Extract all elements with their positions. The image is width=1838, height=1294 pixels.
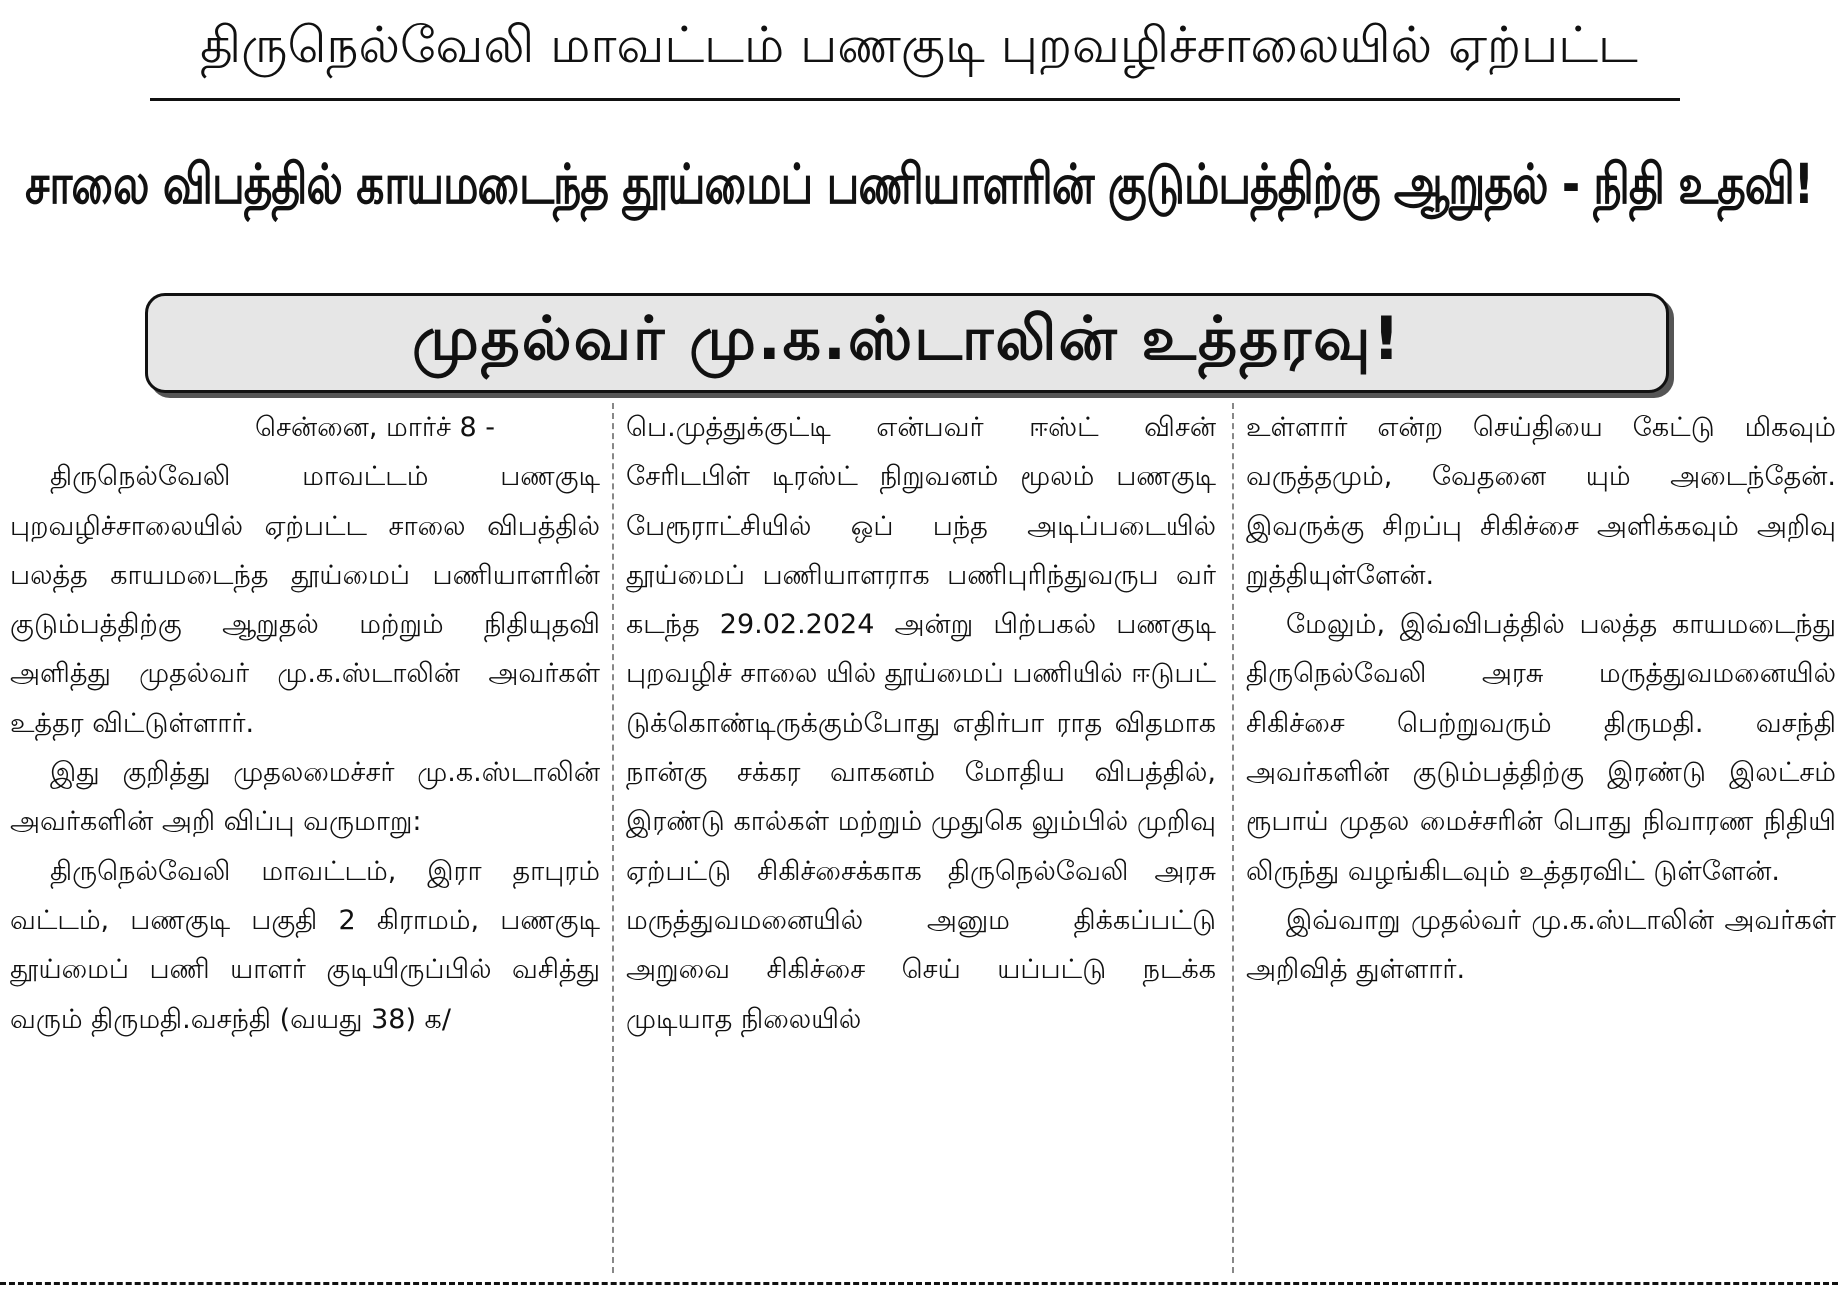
col3-paragraph-2: மேலும், இவ்விபத்தில் பலத்த காயமடைந்து திருநெல்வேலி அரசு மருத்துவமனையில் சிகிச்சை பெற்றுவரும் திருமதி. வசந்தி அவர்களின் குடும்பத்திற்கு இரண்டு இலட்சம் ரூபாய் முதல மைச்சரின் பொது நிவாரண நிதியி லிருந்து வழங்கிடவும் உத்தரவிட் டுள்ளேன்.: [1246, 609, 1836, 887]
col3-paragraph-1: உள்ளார் என்ற செய்தியை கேட்டு மிகவும் வருத்தமும், வேதனை யும் அடைந்தேன். இவருக்கு சிறப்பு சிகிச்சை அளிக்கவும் அறிவு றுத்தியுள்ளேன்.: [1246, 412, 1836, 591]
subhead-box: [145, 293, 1669, 393]
col3-paragraph-3: இவ்வாறு முதல்வர் மு.க.ஸ்டாலின் அவர்கள் அறிவித் துள்ளார்.: [1246, 904, 1836, 986]
bottom-dashed-rule: [0, 1282, 1838, 1285]
column-gutter-1: [612, 403, 614, 1273]
col1-paragraph-1: திருநெல்வேலி மாவட்டம் பணகுடி புறவழிச்சாலையில் ஏற்பட்ட சாலை விபத்தில் பலத்த காயமடைந்த தூய்மைப் பணியாளரின் குடும்பத்திற்கு ஆறுதல் மற்றும் நிதியுதவி அளித்து முதல்வர் மு.க.ஸ்டாலின் அவர்கள் உத்தர விட்டுள்ளார்.: [10, 461, 600, 739]
kicker-line: திருநெல்வேலி மாவட்டம் பணகுடி புறவழிச்சாலையில் ஏற்பட்ட: [200, 16, 1638, 74]
kicker-underline: [150, 98, 1680, 101]
column-1: [10, 403, 600, 1044]
dateline: சென்னை, மார்ச் 8 -: [254, 412, 496, 443]
column-3: [1246, 403, 1836, 995]
column-gutter-2: [1232, 403, 1234, 1273]
col2-paragraph-1: பெ.முத்துக்குட்டி என்பவர் ஈஸ்ட் விசன் சேரிடபிள் டிரஸ்ட் நிறுவனம் மூலம் பணகுடி பேரூராட்சியில் ஒப் பந்த அடிப்படையில் தூய்மைப் பணியாளராக பணிபுரிந்துவருப வர் கடந்த 29.02.2024 அன்று பிற்பகல் பணகுடி புறவழிச் சாலை யில் தூய்மைப் பணியில் ஈடுபட் டுக்கொண்டிருக்கும்போது எதிர்பா ராத விதமாக நான்கு சக்கர வாகனம் மோதிய விபத்தில், இரண்டு கால்கள் மற்றும் முதுகெ லும்பில் முறிவு ஏற்பட்டு சிகிச்சைக்காக திருநெல்வேலி அரசு மருத்துவமனையில் அனும திக்கப்பட்டு அறுவை சிகிச்சை செய் யப்பட்டு நடக்க முடியாத நிலையில்: [626, 412, 1216, 1035]
subhead-text: முதல்வர் மு.க.ஸ்டாலின் உத்தரவு!: [412, 304, 1402, 374]
col1-paragraph-2: இது குறித்து முதலமைச்சர் மு.க.ஸ்டாலின் அவர்களின் அறி விப்பு வருமாறு:: [10, 757, 600, 838]
column-2: [626, 403, 1216, 1044]
col1-paragraph-3: திருநெல்வேலி மாவட்டம், இரா தாபுரம் வட்டம், பணகுடி பகுதி 2 கிராமம், பணகுடி தூய்மைப் பணி யாளர் குடியிருப்பில் வசித்து வரும் திருமதி.வசந்தி (வயது 38) க/: [10, 855, 600, 1035]
headline: சாலை விபத்தில் காயமடைந்த தூய்மைப் பணியாளரின் குடும்பத்திற்கு ஆறுதல் - நிதி உதவி!: [25, 153, 1813, 217]
